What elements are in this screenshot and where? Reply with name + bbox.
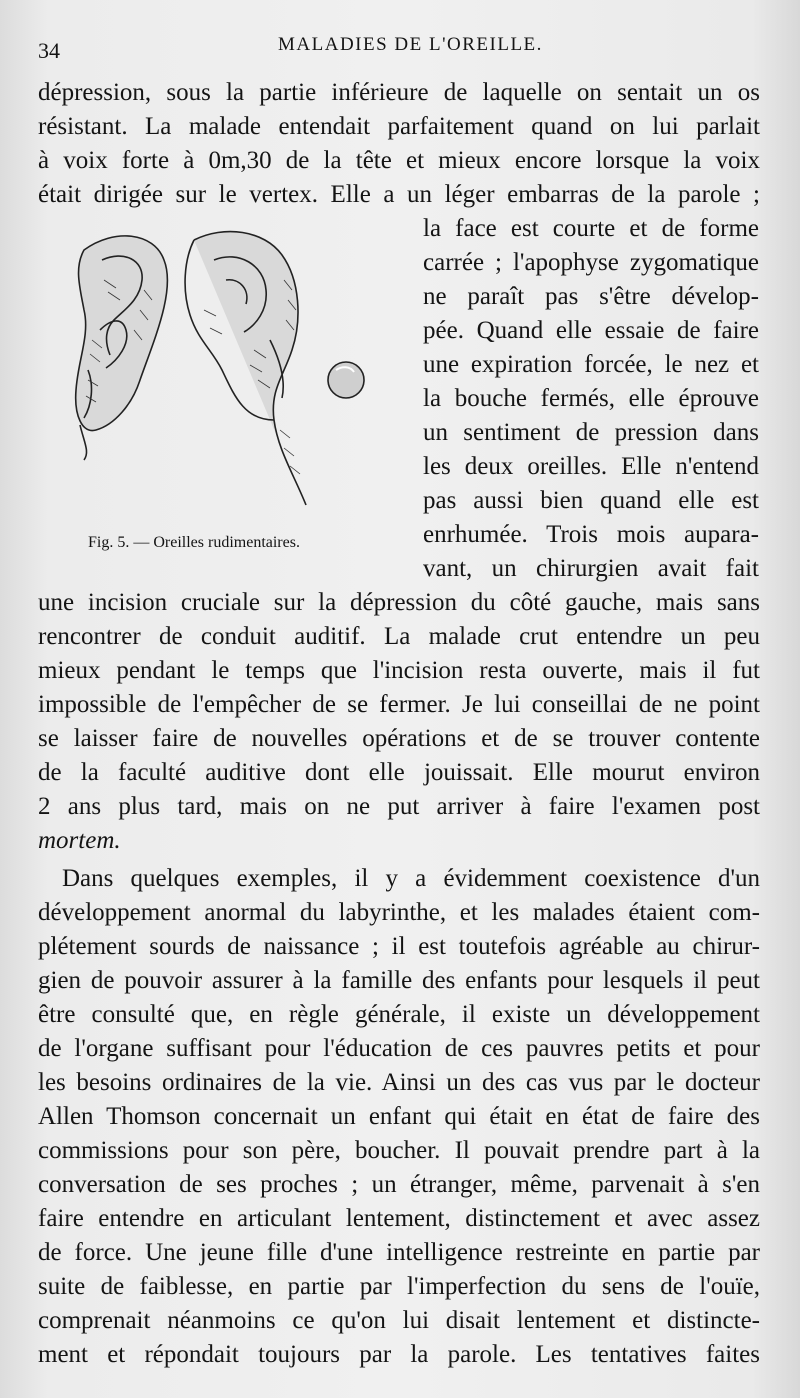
text-line: mortem. <box>38 827 121 854</box>
text-line: pas aussi bien quand elle est <box>423 487 759 514</box>
text-line: développement anormal du labyrinthe, et les malades étaient com- <box>38 899 760 926</box>
text-line: de l'organe suffisant pour l'éducation de ces pauvres petits et pour <box>38 1035 760 1062</box>
text-line: Dans quelques exemples, il y a évidemment coexistence d'un <box>62 865 760 892</box>
page-number: 34 <box>38 38 60 63</box>
text-line: les besoins ordinaires de la vie. Ainsi un des cas vus par le docteur <box>38 1069 760 1096</box>
text-line: la bouche fermés, elle éprouve <box>423 385 759 412</box>
text-line: faire entendre en articulant lentement, distinctement et avec assez <box>38 1205 760 1232</box>
text-line: conversation de ses proches ; un étranger, même, parvenait à s'en <box>38 1171 760 1198</box>
text-line: 2 ans plus tard, mais on ne put arriver à faire l'examen post <box>38 793 760 820</box>
text-line: dépression, sous la partie inférieure de laquelle on sentait un os <box>38 79 760 106</box>
text-line: résistant. La malade entendait parfaitement quand on lui parlait <box>38 113 760 140</box>
text-line: une incision cruciale sur la dépression du côté gauche, mais sans <box>38 589 760 616</box>
page-header <box>38 32 758 66</box>
running-title: MALADIES DE L'OREILLE. <box>278 34 543 55</box>
caption-text: Oreilles rudimentaires. <box>153 534 300 551</box>
text-line: carrée ; l'apophyse zygomatique <box>423 249 759 276</box>
text-line: commissions pour son père, boucher. Il pouvait prendre part à la <box>38 1137 760 1164</box>
figure-caption <box>88 534 300 552</box>
caption-dash: — <box>129 534 154 551</box>
text-line: être consulté que, en règle générale, il existe un développement <box>38 1001 760 1028</box>
text-line: vant, un chirurgien avait fait <box>423 555 759 582</box>
text-line: ment et répondait toujours par la parole. Les tentatives faites <box>38 1341 760 1368</box>
text-line: rencontrer de conduit auditif. La malade crut entendre un peu <box>38 623 760 650</box>
text-line: la face est courte et de forme <box>423 215 759 242</box>
text-line: ne paraît pas s'être dévelop- <box>423 283 759 310</box>
text-line: plétement sourds de naissance ; il est toutefois agréable au chirur- <box>38 933 760 960</box>
text-line: gien de pouvoir assurer à la famille des enfants pour lesquels il peut <box>38 967 760 994</box>
text-line: se laisser faire de nouvelles opérations et de se trouver contente <box>38 725 760 752</box>
text-line: pée. Quand elle essaie de faire <box>423 317 759 344</box>
text-line: comprenait néanmoins ce qu'on lui disait lentement et distincte- <box>38 1307 760 1334</box>
text-line: un sentiment de pression dans <box>423 419 759 446</box>
text-line: de la faculté auditive dont elle jouissait. Elle mourut environ <box>38 759 760 786</box>
figure-number: Fig. 5. <box>88 534 130 551</box>
text-line: de force. Une jeune fille d'une intelligence restreinte en partie par <box>38 1239 760 1266</box>
text-line: les deux oreilles. Elle n'entend <box>423 453 759 480</box>
text-line: à voix forte à 0m,30 de la tête et mieux encore lorsque la voix <box>38 147 760 174</box>
text-line: Allen Thomson concernait un enfant qui était en état de faire des <box>38 1103 760 1130</box>
text-line: impossible de l'empêcher de se fermer. Je lui conseillai de ne point <box>38 691 760 718</box>
text-line: enrhumée. Trois mois aupara- <box>423 521 759 548</box>
text-line: était dirigée sur le vertex. Elle a un léger embarras de la parole ; <box>38 181 760 208</box>
ear-illustration <box>44 220 384 520</box>
rudimentary-ears-drawing <box>44 220 384 520</box>
text-line: une expiration forcée, le nez et <box>423 351 759 378</box>
text-line: suite de faiblesse, en partie par l'imperfection du sens de l'ouïe, <box>38 1273 760 1300</box>
text-line: mieux pendant le temps que l'incision resta ouverte, mais il fut <box>38 657 760 684</box>
